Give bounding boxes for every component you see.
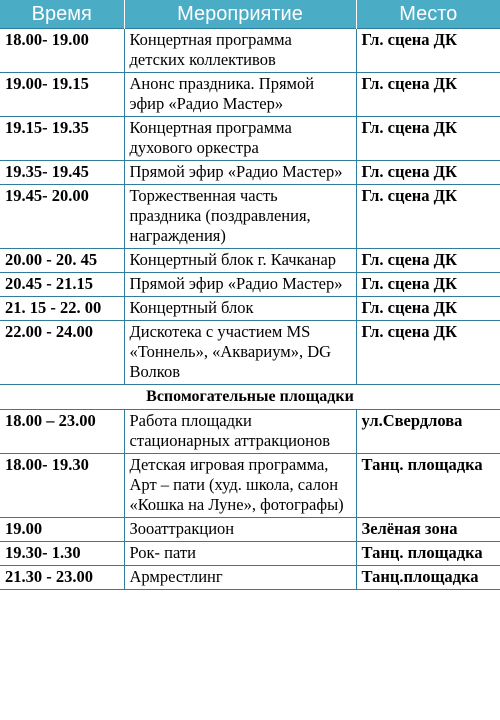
event-cell: Концертная программа духового оркестра xyxy=(124,117,356,161)
place-cell: Гл. сцена ДК xyxy=(356,73,500,117)
place-cell: Гл. сцена ДК xyxy=(356,297,500,321)
place-cell: Гл. сцена ДК xyxy=(356,249,500,273)
event-cell: Концертный блок г. Качканар xyxy=(124,249,356,273)
event-cell: Концертная программа детских коллективов xyxy=(124,29,356,73)
time-cell: 18.00- 19.30 xyxy=(0,454,124,518)
table-row xyxy=(0,161,500,185)
table-row xyxy=(0,566,500,590)
header-row xyxy=(0,0,500,29)
place-cell: Гл. сцена ДК xyxy=(356,273,500,297)
time-cell: 19.30- 1.30 xyxy=(0,542,124,566)
header-place: Место xyxy=(356,0,500,29)
table-row xyxy=(0,542,500,566)
place-cell: Гл. сцена ДК xyxy=(356,29,500,73)
table-row xyxy=(0,117,500,161)
time-cell: 19.00 xyxy=(0,518,124,542)
place-cell: Зелёная зона xyxy=(356,518,500,542)
table-row xyxy=(0,249,500,273)
event-cell: Дискотека с участием MS «Тоннель», «Аквариум», DG Волков xyxy=(124,321,356,385)
place-cell: Гл. сцена ДК xyxy=(356,161,500,185)
place-cell: Гл. сцена ДК xyxy=(356,117,500,161)
time-cell: 21. 15 - 22. 00 xyxy=(0,297,124,321)
time-cell: 18.00 – 23.00 xyxy=(0,410,124,454)
place-cell: ул.Свердлова xyxy=(356,410,500,454)
event-cell: Торжественная часть праздника (поздравления, награждения) xyxy=(124,185,356,249)
table-row xyxy=(0,73,500,117)
event-cell: Зооаттракцион xyxy=(124,518,356,542)
table-row xyxy=(0,454,500,518)
time-cell: 22.00 - 24.00 xyxy=(0,321,124,385)
place-cell: Танц. площадка xyxy=(356,454,500,518)
time-cell: 19.35- 19.45 xyxy=(0,161,124,185)
event-cell: Рок- пати xyxy=(124,542,356,566)
event-cell: Концертный блок xyxy=(124,297,356,321)
time-cell: 19.15- 19.35 xyxy=(0,117,124,161)
place-cell: Танц. площадка xyxy=(356,542,500,566)
time-cell: 20.45 - 21.15 xyxy=(0,273,124,297)
event-cell: Армрестлинг xyxy=(124,566,356,590)
event-cell: Прямой эфир «Радио Мастер» xyxy=(124,161,356,185)
time-cell: 21.30 - 23.00 xyxy=(0,566,124,590)
header-event: Мероприятие xyxy=(124,0,356,29)
place-cell: Гл. сцена ДК xyxy=(356,321,500,385)
section-title: Вспомогательные площадки xyxy=(0,385,500,410)
event-cell: Прямой эфир «Радио Мастер» xyxy=(124,273,356,297)
table-row xyxy=(0,518,500,542)
event-cell: Детская игровая программа, Арт – пати (худ. школа, салон «Кошка на Луне», фотографы) xyxy=(124,454,356,518)
time-cell: 19.00- 19.15 xyxy=(0,73,124,117)
table-row xyxy=(0,410,500,454)
time-cell: 18.00- 19.00 xyxy=(0,29,124,73)
event-cell: Анонс праздника. Прямой эфир «Радио Мастер» xyxy=(124,73,356,117)
section-row xyxy=(0,385,500,410)
table-row xyxy=(0,185,500,249)
time-cell: 20.00 - 20. 45 xyxy=(0,249,124,273)
place-cell: Гл. сцена ДК xyxy=(356,185,500,249)
table-row xyxy=(0,29,500,73)
table-row xyxy=(0,297,500,321)
time-cell: 19.45- 20.00 xyxy=(0,185,124,249)
event-cell: Работа площадки стационарных аттракционов xyxy=(124,410,356,454)
table-row xyxy=(0,273,500,297)
place-cell: Танц.площадка xyxy=(356,566,500,590)
header-time: Время xyxy=(0,0,124,29)
table-row xyxy=(0,321,500,385)
